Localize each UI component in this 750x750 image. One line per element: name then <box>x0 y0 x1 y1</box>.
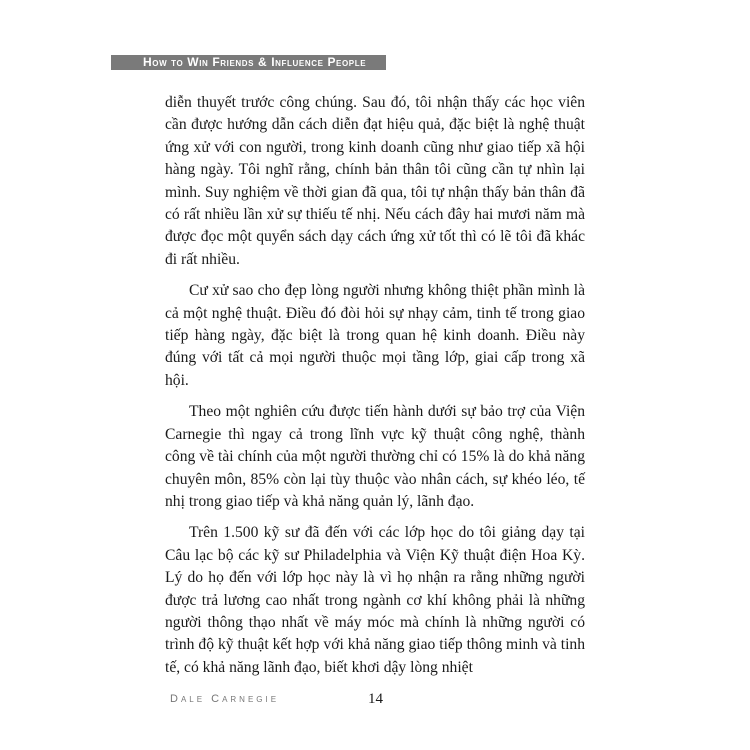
running-header <box>111 55 386 70</box>
running-header-title: How to Win Friends & Influence People <box>143 55 367 69</box>
body-text <box>165 92 585 688</box>
paragraph-4: Trên 1.500 kỹ sư đã đến với các lớp học do tôi giảng dạy tại Câu lạc bộ các kỹ sư Philadelphia và Viện Kỹ thuật điện Hoa Kỳ. Lý do họ đến với lớp học này là vì họ nhận ra rằng những người được trả lương cao nhất trong ngành cơ khí không phải là những người thông thạo nhất về máy móc mà chính là những người có trình độ kỹ thuật kết hợp với khả năng giao tiếp thông minh và tinh tế, có khả năng lãnh đạo, biết khơi dậy lòng nhiệt <box>165 524 585 676</box>
page-number: 14 <box>368 691 383 707</box>
footer-author: Dale Carnegie <box>170 693 280 705</box>
paragraph-1: diễn thuyết trước công chúng. Sau đó, tôi nhận thấy các học viên cần được hướng dẫn cách diễn đạt hiệu quả, đặc biệt là nghệ thuật ứng xử với con người, trong kinh doanh cũng như giao tiếp xã hội hàng ngày. Tôi nghĩ rằng, chính bản thân tôi cũng cần tự nhìn lại mình. Suy nghiệm về thời gian đã qua, tôi tự nhận thấy bản thân đã có rất nhiều lần xử sự thiếu tế nhị. Nếu cách đây hai mươi năm mà được đọc một quyển sách dạy cách ứng xử tốt thì có lẽ tôi đã khác đi rất nhiều. <box>165 94 585 268</box>
paragraph-2: Cư xử sao cho đẹp lòng người nhưng không thiệt phần mình là cả một nghệ thuật. Điều đó đòi hỏi sự nhạy cảm, tinh tế trong giao tiếp hàng ngày, đặc biệt là trong quan hệ kinh doanh. Điều này đúng với tất cả mọi người thuộc mọi tầng lớp, giai cấp trong xã hội. <box>165 282 585 389</box>
paragraph-3: Theo một nghiên cứu được tiến hành dưới sự bảo trợ của Viện Carnegie thì ngay cả trong lĩnh vực kỹ thuật công nghệ, thành công về tài chính của một người thường chỉ có 15% là do khả năng chuyên môn, 85% còn lại tùy thuộc vào nhân cách, sự khéo léo, tế nhị trong giao tiếp và khả năng quản lý, lãnh đạo. <box>165 403 585 510</box>
